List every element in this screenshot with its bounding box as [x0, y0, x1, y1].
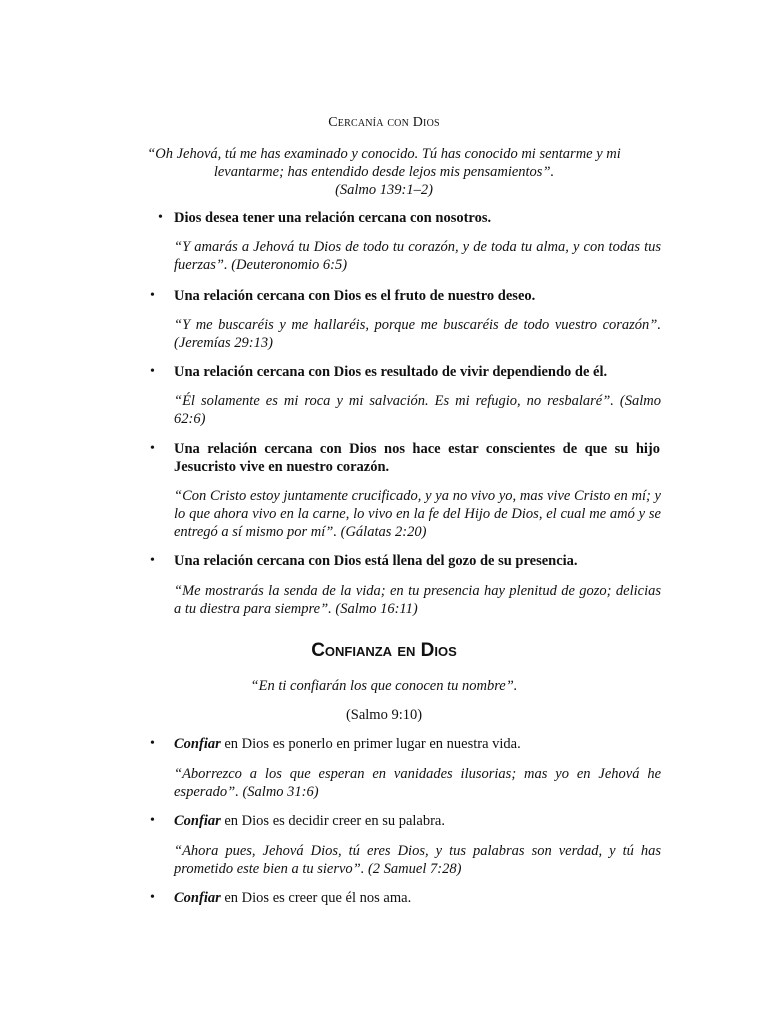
point-text	[174, 889, 660, 907]
bullet-icon: •	[150, 813, 155, 828]
point-text: Una relación cercana con Dios está llena del gozo de su presencia.	[174, 553, 578, 569]
epigraph-line: levantarme; has entendido desde lejos mis pensamientos”.	[213, 164, 555, 180]
epigraph-reference: (Salmo 139:1–2)	[335, 182, 433, 198]
point-rest: en Dios es ponerlo en primer lugar en nuestra vida.	[220, 736, 521, 752]
bullet-icon: •	[150, 288, 155, 303]
bullet-icon: •	[150, 553, 155, 568]
keyword: Confiar	[174, 890, 221, 906]
point-rest: en Dios es creer que él nos ama.	[220, 890, 412, 906]
point-text: Una relación cercana con Dios nos hace estar conscientes de que su hijo Jesucristo vive en nuestro corazón.	[174, 441, 660, 475]
epigraph-line: “En ti confiarán los que conocen tu nombre”.	[250, 678, 518, 694]
section-title-cercania: Cercanía con Dios	[328, 115, 440, 130]
keyword: Confiar	[174, 736, 221, 752]
bullet-icon: •	[150, 890, 155, 905]
scripture-quote: “Él solamente es mi roca y mi salvación. Es mi refugio, no resbalaré”. (Salmo 62:6)	[174, 393, 661, 427]
point-text: Dios desea tener una relación cercana con nosotros.	[174, 210, 492, 226]
point-rest: en Dios es decidir creer en su palabra.	[220, 813, 445, 829]
epigraph-line: “Oh Jehová, tú me has examinado y conocido. Tú has conocido mi sentarme y mi	[147, 146, 621, 162]
bullet-icon: •	[150, 736, 155, 751]
scripture-quote: “Ahora pues, Jehová Dios, tú eres Dios, y tus palabras son verdad, y tú has prometido este bien a tu siervo”. (2 Samuel 7:28)	[174, 843, 661, 877]
bullet-icon: •	[150, 364, 155, 379]
scripture-quote: “Y me buscaréis y me hallaréis, porque me buscaréis de todo vuestro corazón”. (Jeremías 29:13)	[174, 317, 661, 351]
scripture-quote: “Y amarás a Jehová tu Dios de todo tu corazón, y de toda tu alma, y con todas tus fuerzas”. (Deuteronomio 6:5)	[174, 239, 661, 273]
point-text	[174, 812, 660, 830]
bullet-icon: •	[158, 210, 163, 225]
section-title-confianza: Confianza en Dios	[311, 640, 457, 661]
bullet-icon: •	[150, 441, 155, 456]
point-text	[174, 735, 660, 753]
scripture-quote: “Aborrezco a los que esperan en vanidades ilusorias; mas yo en Jehová he esperado”. (Salmo 31:6)	[174, 766, 661, 800]
keyword: Confiar	[174, 813, 221, 829]
epigraph-reference: (Salmo 9:10)	[345, 707, 423, 723]
point-text: Una relación cercana con Dios es resultado de vivir dependiendo de él.	[174, 364, 608, 380]
scripture-quote: “Me mostrarás la senda de la vida; en tu presencia hay plenitud de gozo; delicias a tu diestra para siempre”. (Salmo 16:11)	[174, 583, 661, 617]
point-text: Una relación cercana con Dios es el fruto de nuestro deseo.	[174, 288, 536, 304]
scripture-quote: “Con Cristo estoy juntamente crucificado, y ya no vivo yo, mas vive Cristo en mí; y lo que ahora vivo en la carne, lo vivo en la fe del Hijo de Dios, el cual me amó y se entregó a sí mismo por mí”. (Gálatas 2:20)	[174, 488, 661, 540]
